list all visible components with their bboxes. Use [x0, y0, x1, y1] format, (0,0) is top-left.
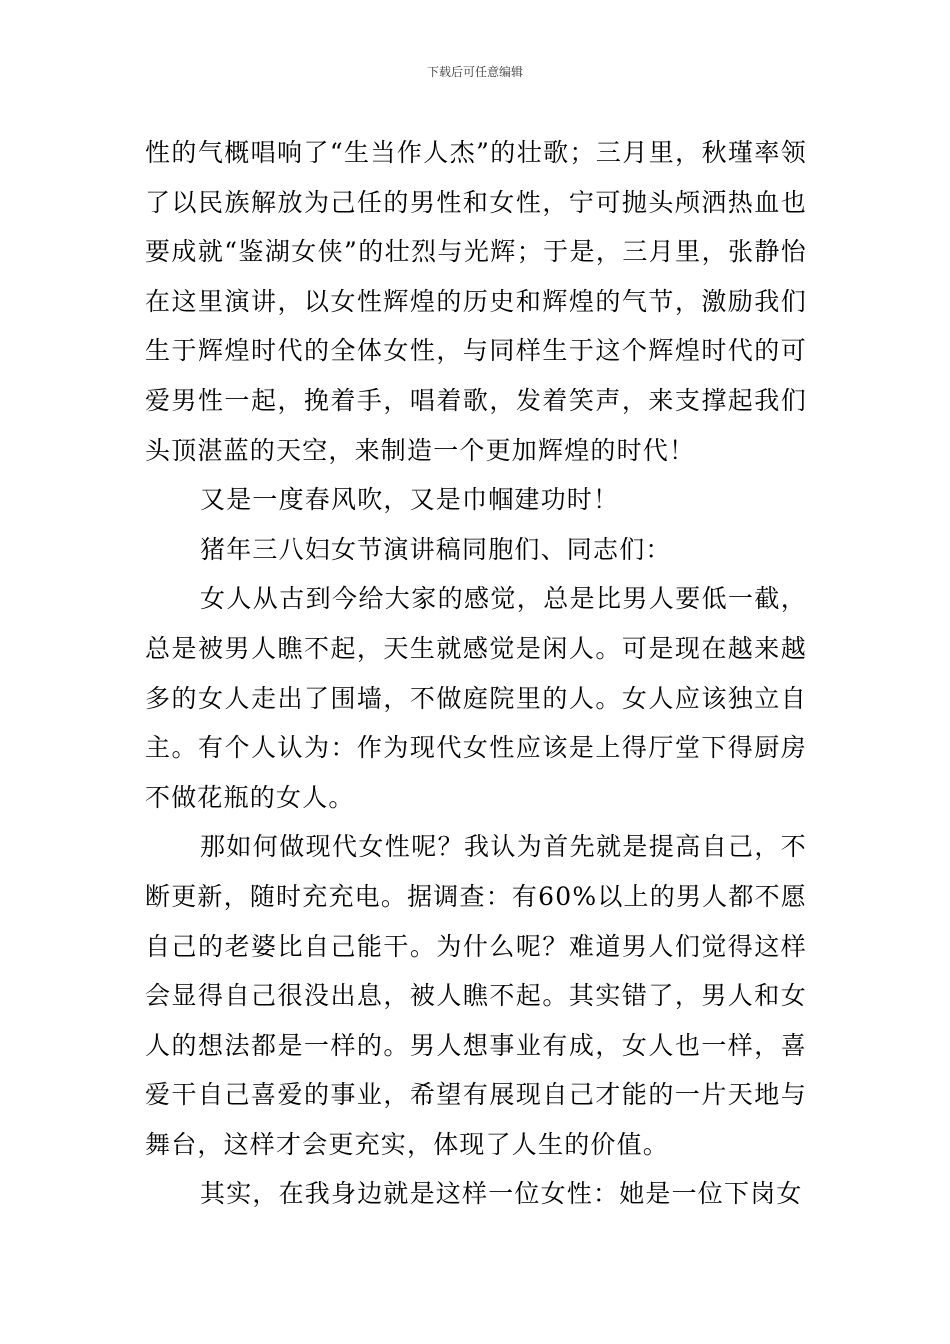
page-header: 下载后可任意编辑: [426, 65, 523, 79]
paragraph-2: 又是一度春风吹，又是巾帼建功时！: [200, 485, 620, 515]
document-body: [145, 128, 807, 1219]
paragraph-5: 那如何做现代女性呢？我认为首先就是提高自己，不断更新，随时充充电。据调查：有60%以上的男人都不愿自己的老婆比自己能干。为什么呢？难道男人们觉得这样会显得自己很没出息，被人瞧不起。其实错了，男人和女人的想法都是一样的。男人想事业有成，女人也一样，喜爱干自己喜爱的事业，希望有展现自己才能的一片天地与舞台，这样才会更充实，体现了人生的价值。: [145, 832, 807, 1159]
paragraph-6: 其实，在我身边就是这样一位女性：她是一位下岗女: [200, 1179, 803, 1209]
paragraph-1: 性的气概唱响了“生当作人杰”的壮歌；三月里，秋瑾率领了以民族解放为己任的男性和女性，宁可抛头颅洒热血也要成就“鉴湖女侠”的壮烈与光辉；于是，三月里，张静怡在这里演讲，以女性辉煌的历史和辉煌的气节，激励我们生于辉煌时代的全体女性，与同样生于这个辉煌时代的可爱男性一起，挽着手，唱着歌，发着笑声，来支撑起我们头顶湛蓝的天空，来制造一个更加辉煌的时代！: [145, 138, 807, 465]
paragraph-3: 猪年三八妇女节演讲稿同胞们、同志们：: [200, 534, 672, 564]
paragraph-4: 女人从古到今给大家的感觉，总是比男人要低一截，总是被男人瞧不起，天生就感觉是闲人。可是现在越来越多的女人走出了围墙，不做庭院里的人。女人应该独立自主。有个人认为：作为现代女性应该是上得厅堂下得厨房不做花瓶的女人。: [145, 584, 807, 812]
